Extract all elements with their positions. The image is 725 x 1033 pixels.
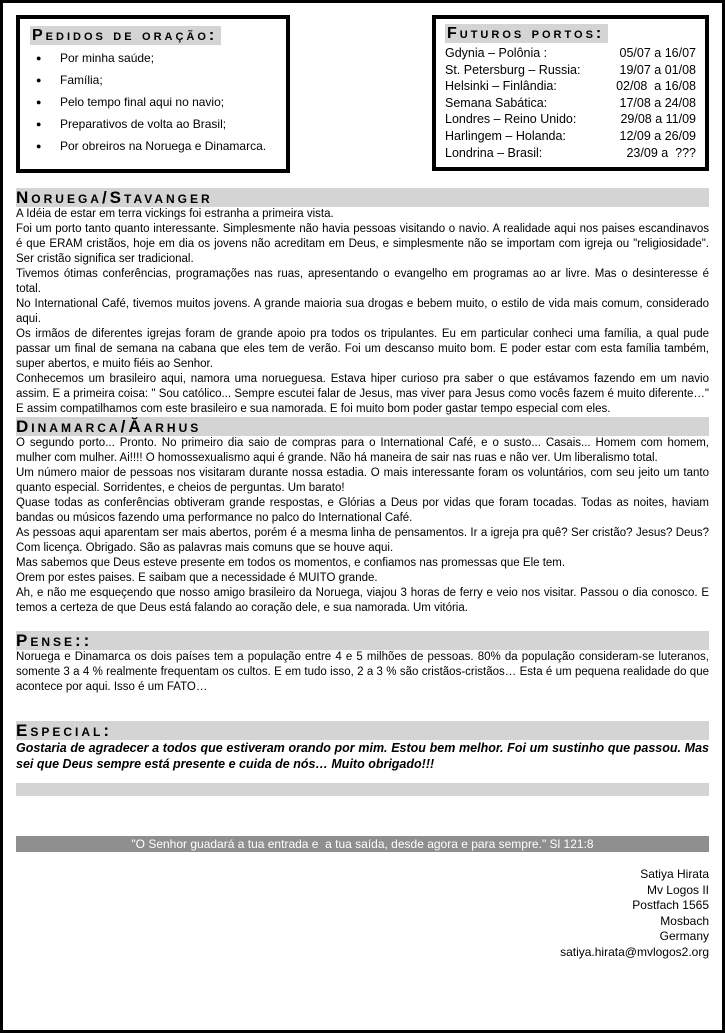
- verse-banner: "O Senhor guadará a tua entrada e a tua saída, desde agora e para sempre." Sl 121:8: [16, 836, 709, 852]
- section-pense: [16, 631, 709, 695]
- paragraph: No International Café, tivemos muitos jovens. A grande maioria sua drogas e bebem muito, o estilo de vida mais comum, considerado aqui.: [16, 298, 709, 325]
- prayer-item-text: Preparativos de volta ao Brasil;: [60, 117, 227, 131]
- prayer-list: [30, 51, 276, 153]
- ports-box-title-row: [445, 24, 696, 43]
- section-heading: Noruega/Stavanger: [16, 188, 709, 207]
- port-name: St. Petersburg – Russia:: [445, 62, 581, 77]
- prayer-item: [36, 117, 276, 131]
- section-noruega-stavanger: [16, 188, 709, 417]
- port-dates: 12/09 a 26/09: [619, 128, 696, 143]
- prayer-item: [36, 73, 276, 87]
- port-row: [445, 128, 696, 145]
- section-heading: Dinamarca/Ăarhus: [16, 417, 709, 436]
- highlight-stripe: [16, 783, 709, 796]
- paragraph: Ah, e não me esqueçendo que nosso amigo brasileiro da Noruega, viajou 3 horas de ferry e veio nos visitar. Passou o dia conosco. E temos a certeza de que Deus está falando ao coração dele, e sua namorada. Um vitória.: [16, 587, 709, 614]
- paragraph: Os irmãos de diferentes igrejas foram de grande apoio pra todos os tripulantes. Eu em particular conheci uma família, a qual pude passar um final de semana na cabana que eles tem de verão. Foi um descanso muito bom. E poder estar com esta família também, super abertos, e muito fiéis ao Senhor.: [16, 328, 709, 370]
- paragraph: Conhecemos um brasileiro aqui, namora uma norueguesa. Estava hiper curioso pra saber o que estávamos fazendo em um navio assim. E a primeira coisa: " Sou católico... Sempre escutei falar de Jesus, mas viver para Jesus como vocês fazem é muito diferente…" E assim compatilhamos com este brasileiro e sua namorada. E foi muito bom poder gastar tempo especial com eles.: [16, 373, 709, 415]
- paragraph: Tivemos ótimas conferências, programações nas ruas, apresentando o evangelho em programas ao ar livre. Mas o desinteresse é total.: [16, 268, 709, 295]
- prayer-item: [36, 95, 276, 109]
- prayer-item-text: Por obreiros na Noruega e Dinamarca.: [60, 139, 267, 153]
- port-row: [445, 45, 696, 62]
- signature-line: Germany: [659, 929, 709, 943]
- prayer-item-text: Por minha saúde;: [60, 51, 155, 65]
- port-dates: 17/08 a 24/08: [619, 95, 696, 110]
- ports-rows: [445, 45, 696, 161]
- bullet-icon: ●: [36, 75, 42, 85]
- port-row: [445, 78, 696, 95]
- port-row: [445, 95, 696, 112]
- section-heading: Especial:: [16, 721, 709, 740]
- port-dates: 02/08 a 16/08: [616, 79, 696, 94]
- paragraph: Foi um porto tanto quanto interessante. Simplesmente não havia pessoas visitando o navio. A realidade aqui nos paises escandinavos é que ERAM cristãos, hoje em dia os jovens não acreditam em Deus, e simplesmente não se importam com igreja ou "religiosidade". Ser cristão significa ser tradicional.: [16, 223, 709, 265]
- section-heading: Pense::: [16, 631, 709, 650]
- prayer-box-title-row: [30, 26, 276, 45]
- signature-line: Postfach 1565: [632, 898, 709, 912]
- port-name: Semana Sabática:: [445, 95, 548, 110]
- port-row: [445, 62, 696, 79]
- prayer-item: [36, 51, 276, 65]
- paragraph: A Idéia de estar em terra vickings foi estranha a primeira vista.: [16, 208, 334, 220]
- bullet-icon: ●: [36, 141, 42, 151]
- port-name: Londres – Reino Unido:: [445, 112, 577, 127]
- port-name: Gdynia – Polônia :: [445, 46, 548, 60]
- port-dates: 19/07 a 01/08: [619, 62, 696, 77]
- signature-line: Satiya Hirata: [640, 867, 709, 881]
- signature-line: Mosbach: [660, 913, 709, 928]
- paragraph: Mas sabemos que Deus esteve presente em todos os momentos, e confiamos nas promessas que Ele tem.: [16, 557, 566, 569]
- prayer-item: [36, 139, 276, 153]
- paragraph: Orem por estes paises. E saibam que a necessidade é MUITO grande.: [16, 572, 378, 584]
- paragraph: O segundo porto... Pronto. No primeiro dia saio de compras para o International Café, e o susto... Casais... Homem com homem, mulher com mulher. Ai!!!! O homossexualismo aqui é grande. Não há maneira de sair nas ruas e não ver. Um liberalismo total.: [16, 437, 709, 464]
- body-sections: [16, 188, 709, 772]
- section-especial: [16, 721, 709, 772]
- section-dinamarca-aarhus: [16, 417, 709, 616]
- signature-line: Mv Logos II: [646, 882, 709, 897]
- port-row: [445, 111, 696, 128]
- port-dates: 29/08 a 11/09: [620, 112, 696, 127]
- paragraph: Um número maior de pessoas nos visitaram durante nossa estadia. O mais interessante foram os voluntários, com seu jeito um tanto quanto especial. Sorridentes, e cheios de perguntas. Um barato!: [16, 467, 709, 494]
- bullet-icon: ●: [36, 119, 42, 129]
- port-name: Londrina – Brasil:: [445, 145, 543, 160]
- paragraph: As pessoas aqui aparentam ser mais abertos, porém é a mesma linha de pensamentos. Ir a igreja pra quê? Ser cristão? Jesus? Deus? Com licença. Obrigado. São as palavras mais comuns que se houve aqui.: [16, 527, 709, 554]
- signature-block: [16, 867, 709, 960]
- port-name: Harlingem – Holanda:: [445, 128, 566, 143]
- paragraph: Gostaria de agradecer a todos que estiveram orando por mim. Estou bem melhor. Foi um sustinho que passou. Mas sei que Deus sempre está presente e cuida de nós… Muito obrigado!!!: [16, 741, 709, 771]
- paragraph: Quase todas as conferências obtiveram grande respostas, e Glórias a Deus por vidas que foram tocadas. Todas as noites, haviam bandas ou músicos fazendo uma performance no palco do International Café.: [16, 497, 709, 524]
- port-dates: 23/09 a ???: [626, 145, 696, 160]
- prayer-item-text: Pelo tempo final aqui no navio;: [60, 95, 225, 109]
- port-name: Helsinki – Finlândia:: [445, 79, 557, 94]
- port-row: [445, 145, 696, 162]
- prayer-box-title: Pedidos de oração:: [30, 26, 221, 45]
- port-dates: 05/07 a 16/07: [619, 46, 696, 60]
- prayer-item-text: Família;: [60, 73, 103, 87]
- bullet-icon: ●: [36, 53, 42, 63]
- bullet-icon: ●: [36, 97, 42, 107]
- future-ports-box: [432, 15, 709, 171]
- prayer-requests-box: [16, 15, 290, 173]
- paragraph: Noruega e Dinamarca os dois países tem a população entre 4 e 5 milhões de pessoas. 80% da população consideram-se luteranos, somente 3 a 4 % realmente frequentam os cultos. E em tudo isso, 2 a 3 % são cristãos-cristãos… Esta é um pequena realidade do que acontece por aqui. Isso é um FATO…: [16, 651, 709, 693]
- email-text: satiya.hirata@mvlogos2.org: [560, 944, 709, 959]
- top-boxes-row: [16, 15, 709, 173]
- ports-box-title: Futuros portos:: [445, 24, 608, 43]
